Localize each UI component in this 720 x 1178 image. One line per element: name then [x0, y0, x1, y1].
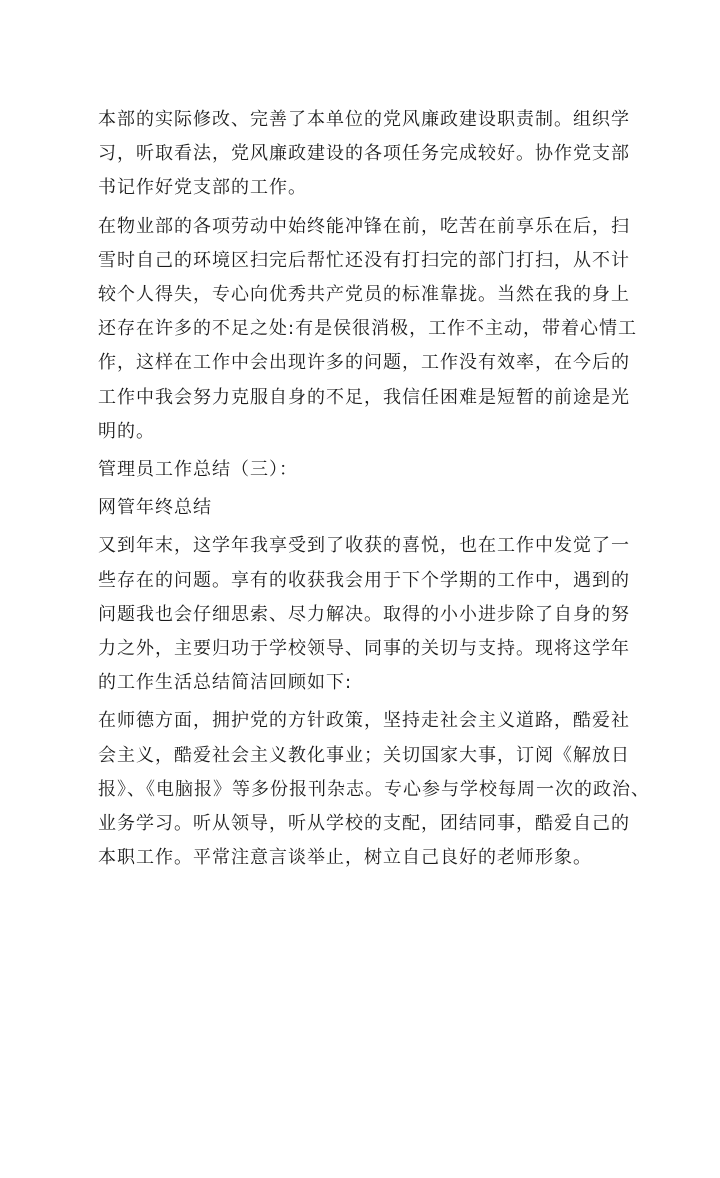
text-line: 会主义，酷爱社会主义教化事业；关切国家大事，订阅《解放日	[98, 744, 630, 766]
text-line: 又到年末，这学年我享受到了收获的喜悦，也在工作中发觉了一	[98, 535, 630, 557]
text-line: 力之外，主要归功于学校领导、同事的关切与支持。现将这学年	[98, 638, 630, 660]
text-line: 问题我也会仔细思索、尽力解决。取得的小小进步除了自身的努	[98, 603, 630, 625]
text-line: 雪时自己的环境区扫完后帮忙还没有打扫完的部门打扫，从不计	[98, 249, 630, 271]
text-line: 本部的实际修改、完善了本单位的党风廉政建设职责制。组织学	[98, 109, 630, 130]
text-line: 在物业部的各项劳动中始终能冲锋在前，吃苦在前享乐在后，扫	[98, 215, 630, 237]
text-line: 本职工作。平常注意言谈举止，树立自己良好的老师形象。	[98, 847, 592, 869]
text-line: 在师德方面，拥护党的方针政策，坚持走社会主义道路，酷爱社	[98, 710, 630, 732]
paragraph	[98, 103, 628, 206]
text-line: 较个人得失，专心向优秀共产党员的标准靠拢。当然在我的身上	[98, 284, 630, 306]
text-line: 报》、《电脑报》等多份报刊杂志。专心参与学校每周一次的政治、	[98, 778, 650, 800]
document-page	[98, 103, 650, 879]
text-line: 些存在的问题。享有的收获我会用于下个学期的工作中，遇到的	[98, 569, 630, 591]
text-line: 作，这样在工作中会出现许多的问题，工作没有效率，在今后的	[98, 352, 630, 374]
section-heading	[98, 453, 628, 487]
text-line: 书记作好党支部的工作。	[98, 177, 307, 199]
paragraph	[98, 529, 628, 700]
text-line: 明的。	[98, 420, 155, 442]
section-title	[98, 491, 628, 525]
text-line: 业务学习。听从领导，听从学校的支配，团结同事，酷爱自己的	[98, 813, 630, 835]
text-line: 工作中我会努力克服自身的不足，我信任困难是短暂的前途是光	[98, 386, 630, 408]
paragraph	[98, 704, 650, 875]
paragraph	[98, 210, 638, 449]
text-line: 的工作生活总结简洁回顾如下:	[98, 672, 353, 694]
text-line: 管理员工作总结（三）：	[98, 459, 298, 481]
text-line: 还存在许多的不足之处:有是侯很消极，工作不主动，带着心情工	[98, 318, 638, 340]
text-line: 习，听取看法，党风廉政建设的各项任务完成较好。协作党支部	[98, 143, 630, 165]
text-line: 网管年终总结	[98, 497, 212, 519]
